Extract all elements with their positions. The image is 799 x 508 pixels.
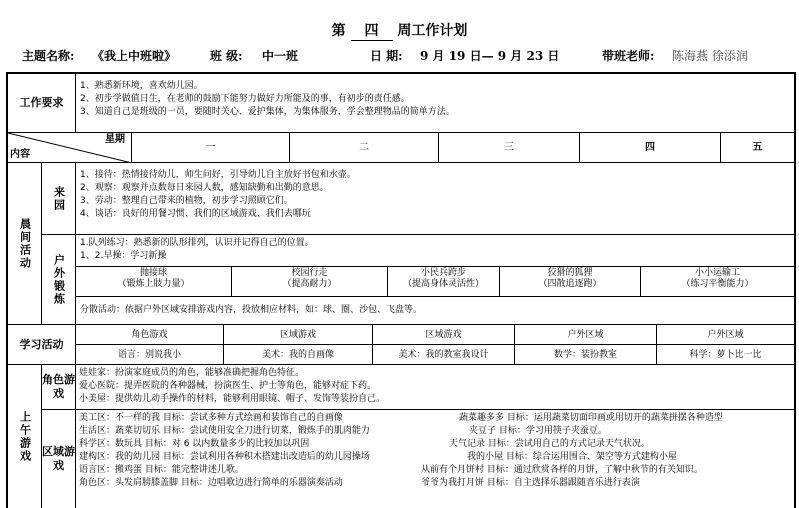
scatter-activity (76, 297, 794, 325)
day-header: 二 (290, 133, 439, 163)
outdoor-game (76, 267, 232, 297)
outdoor-label (42, 235, 76, 325)
arrival-label-text: 来园 (52, 185, 66, 212)
study-slot: 区域游戏 (373, 325, 515, 345)
teacher-label: 带班老师: (602, 49, 655, 63)
scatter-text: 分散活动：依据户外区域安排游戏内容，投放相应材料，如：球、圈、沙包、飞盘等。 (80, 305, 423, 315)
area-games-content (76, 410, 794, 508)
outdoor-game (500, 267, 641, 297)
outdoor-item: 1.队列练习：熟悉新的队形排列，认识并记得自己的位置。 (80, 238, 314, 248)
study-lesson: 科学：萝卜比一比 (657, 345, 794, 365)
game-goal: （提高耐力） (282, 279, 337, 289)
area-row-right: 爷爷为我打月饼 目标：自主选择乐器跟随音乐进行表演 (421, 478, 640, 488)
arrival-item: 3、劳动：整理自己带来的植物，初步学习照顾它们。 (80, 196, 293, 206)
arrival-item: 4、谈话：良好的用餐习惯、我们的区域游戏、我们去哪玩 (80, 209, 311, 219)
outdoor-content (76, 235, 794, 267)
role-play-item: 娃娃家：扮演家庭成员的角色，能够准确把握角色特征。 (79, 368, 305, 378)
morning-label-text: 晨间活动 (18, 217, 32, 270)
area-row (79, 464, 791, 477)
area-games-label: 区域游戏 (42, 410, 76, 508)
title-prefix: 第 (331, 23, 346, 39)
work-req-label: 工作要求 (8, 74, 76, 133)
outdoor-game (232, 267, 388, 297)
work-req-item: 2、初步学做值日生，在老师的鼓励下能努力做好力所能及的事，有初步的责任感。 (80, 94, 410, 104)
game-name: 小民兵跨步 (420, 268, 466, 278)
weekday-corner (8, 133, 132, 163)
area-row (79, 425, 791, 438)
area-row-right: 蔬菜趣多多 目标：运用蔬菜切面印画或用切开的蔬菜拼摆各种造型 (459, 413, 723, 423)
study-slot: 户外区域 (515, 325, 657, 345)
theme-value: 《我上中班啦》 (92, 49, 177, 63)
corner-content-label: 内容 (10, 149, 30, 160)
title-suffix: 周工作计划 (397, 23, 468, 39)
date-value: 9 月 19 日— 9 月 23 日 (420, 49, 560, 63)
day-header: 四 (580, 133, 721, 163)
date-label: 日 期: (370, 49, 403, 63)
week-number: 四 (351, 20, 393, 41)
day-header: 三 (439, 133, 580, 163)
area-row (79, 477, 791, 490)
area-row (79, 438, 791, 451)
role-play-item: 爱心医院：提弄医院的各种器械，扮演医生、护士等角色，能够对症下药。 (79, 381, 377, 391)
outdoor-game (388, 267, 500, 297)
class-value: 中一班 (262, 49, 299, 63)
class-label: 班 级: (210, 49, 243, 63)
game-name: 抛接球 (139, 268, 167, 278)
outdoor-label-text: 户外锻炼 (52, 253, 66, 306)
am-games-label (8, 365, 42, 508)
area-row-left: 科学区：数玩具 目标：对 6 以内数量多少的比较加以巩固 (79, 439, 310, 449)
role-play-content (76, 365, 794, 410)
study-lesson: 数学：装扮教室 (515, 345, 657, 365)
theme-label: 主题名称: (22, 49, 75, 63)
area-row-right: 天气记录 目标：尝试用自己的方式记录天气状况。 (449, 439, 650, 449)
area-row-right: 夹豆子 目标：学习用筷子夹蚕豆。 (469, 426, 607, 436)
game-goal: （提高身体灵活性） (402, 279, 484, 289)
plan-table (6, 72, 796, 508)
study-slot: 区域游戏 (224, 325, 373, 345)
work-req-item: 3、知道自己是班级的一员，要随时关心、爱护集体，为集体服务，学会整理物品的简单方法。 (80, 107, 455, 117)
arrival-content (76, 163, 794, 235)
game-name: 小小运输工 (694, 268, 740, 278)
day-header: 五 (721, 133, 794, 163)
day-header: 一 (132, 133, 290, 163)
area-row-left: 美工区：不一样的我 目标：尝试多种方式绘画和装饰自己的自画像 (79, 413, 343, 423)
plan-meta (22, 47, 792, 65)
game-goal: （锻炼上肢力量） (117, 279, 190, 289)
area-row (79, 451, 791, 464)
area-row-left: 建构区：我的幼儿园 目标：尝试利用各种积木搭建出改造后的幼儿园操场 (79, 452, 370, 462)
area-row-right: 从前有个月饼村 目标：通过欣赏各样的月饼，了解中秋节的有关知识。 (421, 465, 703, 475)
morning-label (8, 163, 42, 325)
arrival-label (42, 163, 76, 235)
area-row-right: 我的小屋 目标：综合运用围合、架空等方式建构小屋 (467, 452, 677, 462)
area-row-left: 语言区：搬鸡蛋 目标：能完整讲述儿歌。 (79, 465, 244, 475)
corner-weekday-label: 星期 (105, 134, 125, 145)
game-name: 校园行走 (291, 268, 328, 278)
outdoor-item: 1、2.早操：学习新操 (80, 251, 167, 261)
study-lesson: 美术：我的自画像 (224, 345, 373, 365)
study-slot: 户外区域 (657, 325, 794, 345)
arrival-item: 1、接待：热情接待幼儿，师生问好，引导幼儿自主放好书包和水壶。 (80, 170, 356, 180)
game-goal: （练习平衡能力） (681, 279, 754, 289)
work-req-item: 1、熟悉新环境，喜欢幼儿园。 (80, 81, 203, 91)
outdoor-game (641, 267, 794, 297)
role-play-label: 角色游戏 (42, 365, 76, 410)
arrival-item: 2、观察：观察并点数每日来园人数，感知缺勤和出勤的意思。 (80, 183, 329, 193)
game-goal: （四散追逐跑） (538, 279, 602, 289)
study-label: 学习活动 (8, 325, 76, 365)
study-slot: 角色游戏 (76, 325, 224, 345)
area-row-left: 生活区：蔬菜切切乐 目标：尝试使用安全刀进行切菜，锻炼手的肌肉能力 (79, 426, 370, 436)
area-row (79, 412, 791, 425)
teacher-value: 陈海燕 徐添润 (672, 49, 748, 63)
page-title (0, 20, 799, 41)
study-lesson: 美术：我的教室我设计 (373, 345, 515, 365)
am-games-label-text: 上午游戏 (18, 410, 32, 463)
role-play-item: 小美屋：提供幼儿动手操作的材料，能够利用眼镜、帽子、发饰等装扮自己。 (79, 394, 386, 404)
work-req-content (76, 74, 794, 133)
study-lesson: 语言：别说我小 (76, 345, 224, 365)
game-name: 狡猾的狐狸 (547, 268, 593, 278)
area-row-left: 角色区：头发肩膀膝盖脚 目标：边唱歌边进行简单的乐器演奏活动 (79, 478, 343, 488)
